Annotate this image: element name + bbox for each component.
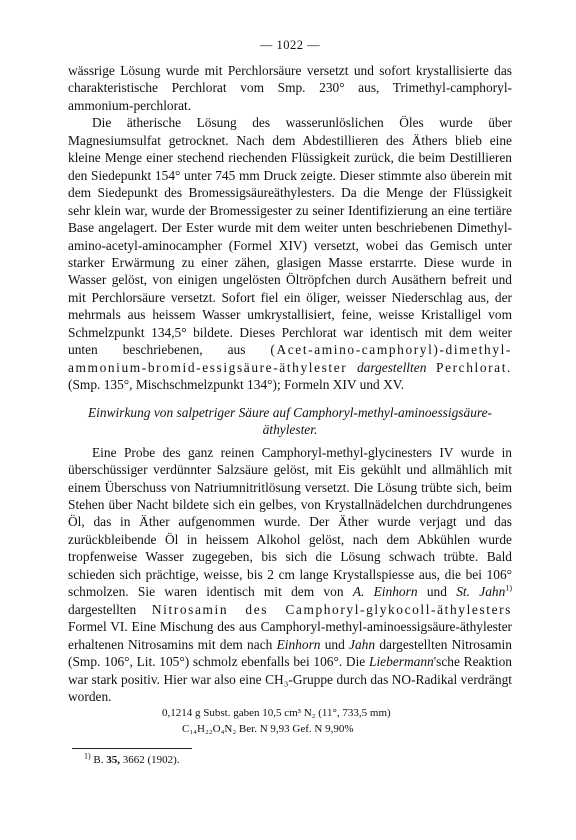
footnote bbox=[84, 753, 512, 767]
footnote-journal: B. bbox=[93, 754, 104, 767]
paragraph-1: wässrige Lösung wurde mit Perchlorsäure versetzt und sofort krystallisierte das charakteristische Perchlorat vom Smp. 230° aus, Trimethyl-camphoryl-ammonium-perchlorat. bbox=[68, 63, 512, 113]
author-liebermann: Liebermann bbox=[369, 654, 434, 670]
paragraph-2-text-b: dargestellten bbox=[356, 359, 427, 375]
footnote-pages: 3662 (1902). bbox=[122, 754, 180, 767]
paragraph-3-text-b: dargestellten bbox=[68, 601, 137, 617]
und-1: und bbox=[426, 584, 447, 600]
compound-name-spaced: (Acet-amino-camphoryl)-dimethyl-ammonium-bromid-essigsäure-äthylester bbox=[68, 342, 512, 375]
paragraph-3-text-e: 'sche Reaktion war stark positiv. Hier war also eine CH₃-Gruppe durch das NO-Radikal verdrängt worden. bbox=[68, 654, 512, 704]
footnote-mark: 1) bbox=[84, 751, 91, 761]
author-jahn-2: Jahn bbox=[349, 636, 376, 652]
document-page bbox=[68, 38, 512, 767]
author-einhorn: A. Einhorn bbox=[352, 584, 418, 600]
section-heading: Einwirkung von salpetriger Säure auf Camphoryl-methyl-aminoessigsäure-äthylester. bbox=[87, 404, 493, 437]
paragraph-2-text-c: (Smp. 135°, Mischschmelzpunkt 134°); Formeln XIV und XV. bbox=[68, 377, 405, 393]
author-einhorn-2: Einhorn bbox=[276, 636, 321, 652]
analysis-line-2: C₁₄H₂₂O₄N₂ Ber. N 9,93 Gef. N 9,90% bbox=[182, 723, 354, 736]
paragraph-3 bbox=[68, 444, 512, 706]
paragraph-2-text-a: Die ätherische Lösung des wasserunlöslichen Öles wurde über Magnesiumsulfat getrocknet. Nach dem Abdestillieren des Äthers blieb eine kleine Menge einer stechend riechenden Flüssigkeit zurück, die beim Destillieren den Siedepunkt 154° unter 745 mm Druck zeigte. Dieser stimmte also überein mit dem Siedepunkt des Bromessigsäureäthylesters. Da die Menge der Flüssigkeit sehr klein war, wurde der Bromessigester zu seiner Identifizierung an eine tertiäre Base angelagert. Der Ester wurde mit dem weiter unten beschriebenen Dimethyl-amino-acetyl-aminocampher (Formel XIV) versetzt, wobei das Gemisch unter starker Erwärmung zu einer zähen, glasigen Masse erstarrte. Diese wurde in Wasser gelöst, von einigen ungelösten Öltröpfchen durch Ausäthern befreit und mit Perchlorsäure versetzt. Sofort fiel ein öliger, weisser Niederschlag aus, der mehrmals aus heissem Wasser umkrystallisiert, feine, weisse Kristalligel vom Schmelzpunkt 134,5° bildete. Dieses Perchlorat war identisch mit dem weiter unten beschriebenen, aus bbox=[68, 115, 512, 358]
nitrosamin-spaced: Nitrosamin des Camphoryl-glykocoll-äthylesters bbox=[151, 601, 512, 617]
paragraph-3-text-d: dargestellten Nitrosamin (Smp. 106°, Lit. 105°) schmolz ebenfalls bei 106°. Die bbox=[68, 636, 512, 670]
footnote-reference: 1) bbox=[505, 583, 512, 593]
paragraph-2 bbox=[68, 114, 512, 393]
footnote-divider bbox=[72, 748, 192, 749]
paragraph-3-text-a: Eine Probe des ganz reinen Camphoryl-methyl-glycinesters IV wurde in überschüssiger verdünnter Salzsäure gelöst, mit Eis gekühlt und allmählich mit einem Überschuss von Natriumnitritlösung versetzt. Die Lösung trübte sich, beim Stehen über Nacht bildete sich ein gelbes, von Krystallnädelchen durchdrungenes Öl, das in Äther aufgenommen wurde. Der Äther wurde verjagt und das zurückbleibende Öl in heissem Alkohol gelöst, nach dem Abkühlen wurde tropfenweise Wasser zugegeben, bis sich die Lösung schwach trübte. Bald schieden sich prächtige, weisse, bis 2 cm lange Krystallspiesse aus, die bei 106° schmolzen. Sie waren identisch mit dem von bbox=[68, 444, 512, 600]
paragraph-3-text-c: Formel VI. Eine Mischung des aus Camphoryl-methyl-aminoessigsäure-äthylester erhaltenen Nitrosamins mit dem nach bbox=[68, 619, 512, 652]
perchlorat-spaced: Perchlorat. bbox=[436, 359, 512, 375]
author-jahn: St. Jahn bbox=[456, 584, 506, 600]
analysis-line-1: 0,1214 g Subst. gaben 10,5 cm³ N₂ (11°, 733,5 mm) bbox=[162, 707, 391, 720]
und-2: und bbox=[324, 636, 345, 652]
page-number: — 1022 — bbox=[259, 38, 321, 52]
footnote-volume: 35, bbox=[106, 754, 121, 767]
